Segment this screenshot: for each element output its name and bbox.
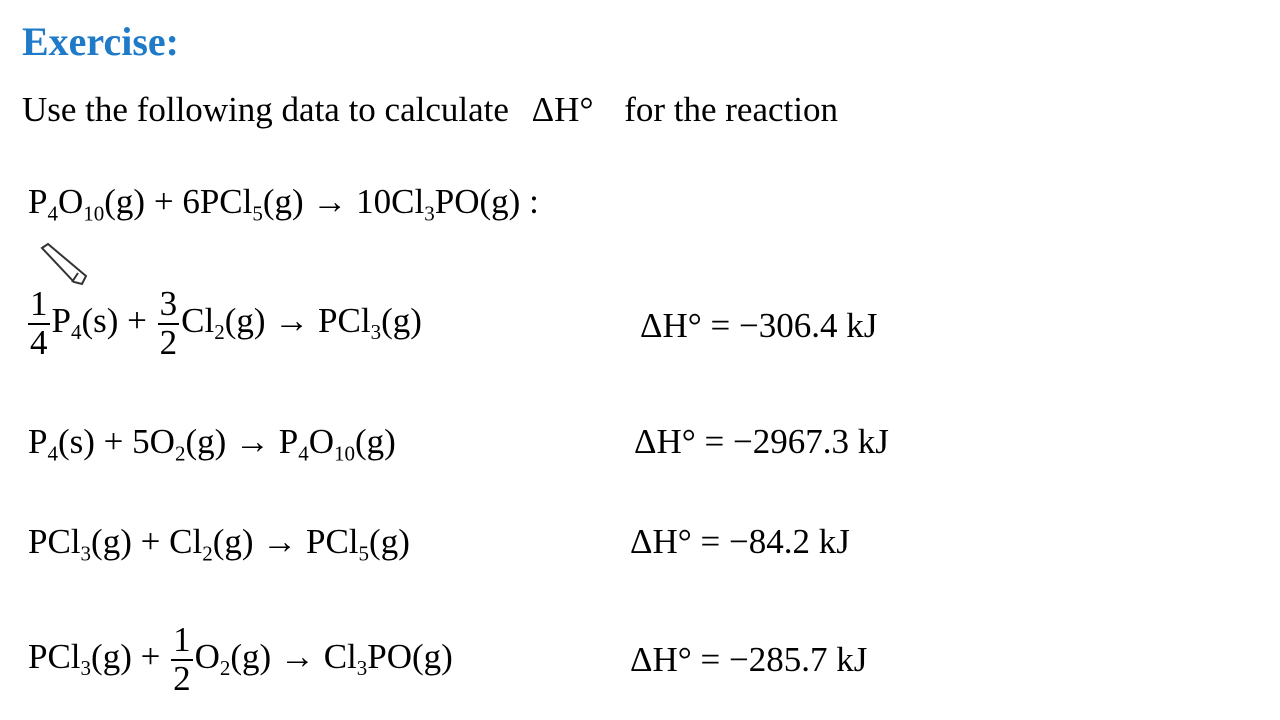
reaction-1: $\frac{1}{4}$ $P_4(s)$ + $\frac{3}{2}$ $Cl_2(g) \to PCl_3(g)$ — [30, 284, 422, 362]
delta-h-1: ΔH° = −306.4 kJ — [640, 306, 878, 345]
intro-text — [22, 90, 838, 130]
delta-h-2: ΔH° = −2967.3 kJ — [634, 422, 889, 461]
main-reaction: $P_4O_{10}(g) + 6PCl_5(g) \to 10Cl_3PO(g)$ : — [28, 182, 539, 226]
fraction-half: $\frac{1}{2}$ — [173, 620, 191, 698]
intro-tail: for the reaction — [624, 90, 838, 129]
fraction-quarter: $\frac{1}{4}$ — [30, 284, 48, 362]
reaction-4: PCl$_3$(g) + $\frac{1}{2}$ $O_2(g) \to Cl_3PO(g)$ — [28, 620, 453, 698]
reaction-3: $PCl_3(g) + Cl_2(g) \to PCl_5(g)$ — [28, 522, 410, 566]
reaction-2: $P_4(s) + 5O_2(g) \to P_4O_{10}(g)$ — [28, 422, 396, 466]
intro-lead: Use the following data to calculate — [22, 90, 509, 129]
exercise-title: Exercise: — [22, 19, 179, 64]
fraction-three-halves: $\frac{3}{2}$ — [159, 284, 178, 362]
delta-h-3: ΔH° = −84.2 kJ — [630, 522, 850, 561]
intro-delta-h: ΔH° — [531, 90, 594, 129]
delta-h-4: ΔH° = −285.7 kJ — [630, 640, 868, 679]
